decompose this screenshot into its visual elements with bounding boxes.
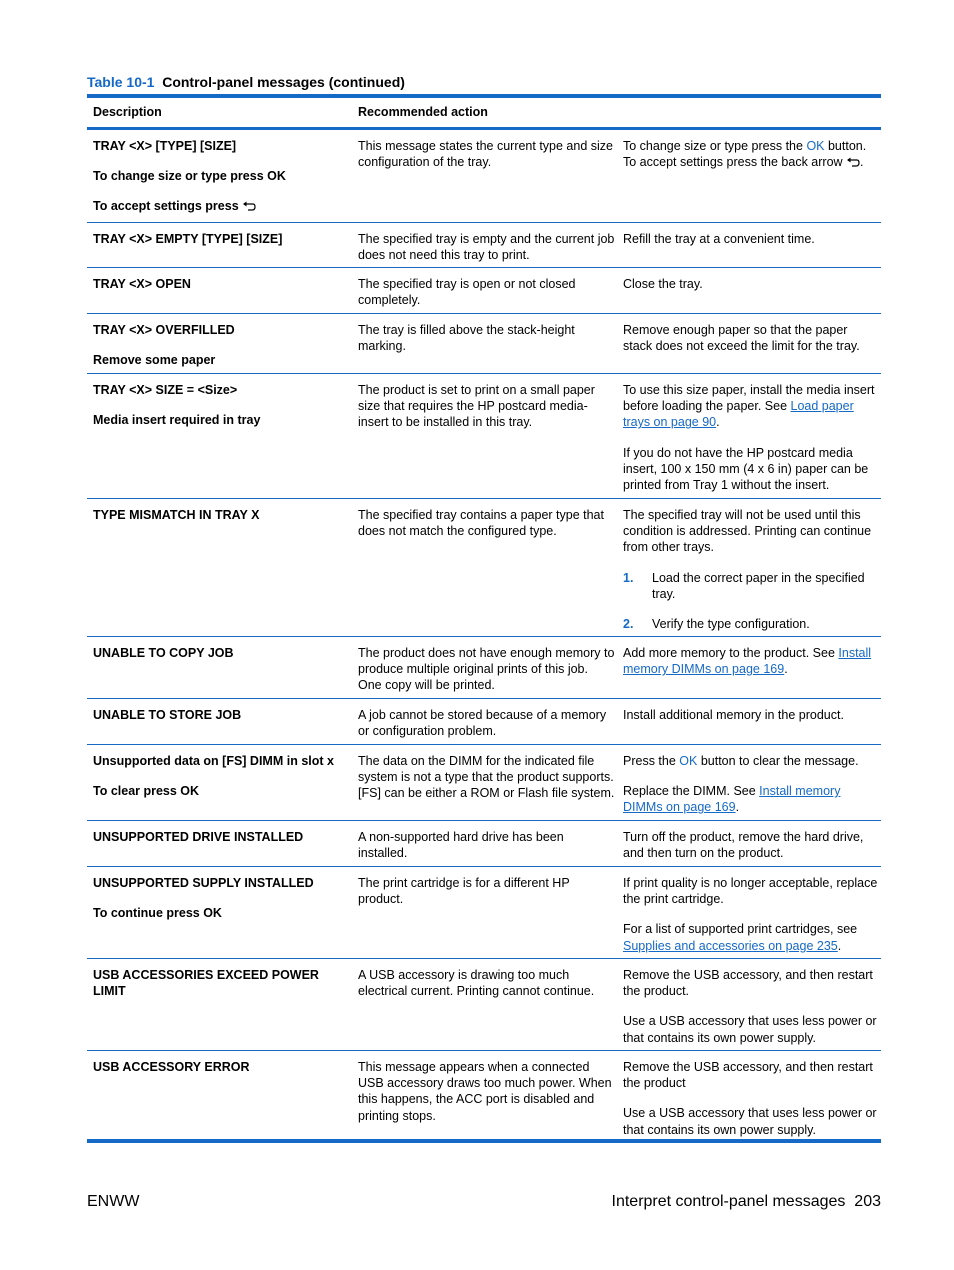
footer-section-title: Interpret control-panel messages (611, 1193, 846, 1210)
description-cell: USB ACCESSORY ERROR (93, 1060, 250, 1074)
meaning-cell: The specified tray is open or not closed completely. (358, 277, 576, 308)
table-top-rule (87, 94, 881, 98)
action-text: To use this size paper, install the media insert before loading the paper. See Load paper trays on page 90. (623, 383, 875, 430)
action-cell: Install additional memory in the product. (623, 708, 844, 722)
description-cell: TYPE MISMATCH IN TRAY X (93, 508, 260, 522)
link-supplies-and-accessories[interactable]: Supplies and accessories on page 235 (623, 938, 838, 953)
list-number: 2. (623, 617, 634, 632)
message-text: TRAY <X> OVERFILLED (93, 323, 235, 337)
table-row (87, 130, 881, 223)
action-cell (623, 753, 879, 816)
description-cell (93, 382, 349, 428)
meaning-cell: The specified tray is empty and the current job does not need this tray to print. (358, 232, 615, 263)
action-text: To change size or type press the OK button. To accept settings press the back arrow . (623, 139, 867, 170)
meaning-text: This message states the current type and size configuration of the tray. (358, 139, 613, 170)
list-item: 1. Load the correct paper in the specified tray. (623, 570, 865, 601)
table-caption-title: Control-panel messages (continued) (162, 74, 405, 90)
meaning-cell: This message appears when a connected USB accessory draws too much power. When this happens, the ACC port is disabled and printing stops. (358, 1060, 612, 1123)
meaning-cell: A USB accessory is drawing too much electrical current. Printing cannot continue. (358, 968, 595, 999)
action-cell (623, 875, 879, 954)
table-caption-number: Table 10-1 (87, 74, 155, 90)
message-text: To change size or type press OK (93, 169, 286, 184)
message-text: TRAY <X> SIZE = <Size> (93, 383, 238, 397)
ok-button-ref: OK (806, 139, 825, 153)
message-text: To accept settings press (93, 198, 349, 214)
table-row (87, 699, 881, 745)
link-install-memory-dimms[interactable]: Install memory DIMMs on page 169 (623, 784, 841, 815)
meaning-cell: A non-supported hard drive has been installed. (358, 830, 564, 861)
table-row (87, 499, 881, 637)
table-bottom-rule (87, 1139, 881, 1143)
meaning-cell (358, 138, 615, 170)
list-item: 2. Verify the type configuration. (623, 617, 810, 632)
action-text: Use a USB accessory that uses less power or that contains its own power supply. (623, 1014, 877, 1045)
page-number: 203 (854, 1193, 881, 1210)
action-text: Press the OK button to clear the message. (623, 754, 859, 768)
message-text: Remove some paper (93, 353, 216, 368)
footer-right (612, 1193, 882, 1211)
description-cell (93, 875, 349, 921)
action-cell (623, 382, 879, 493)
description-cell (93, 138, 349, 215)
description-cell: UNABLE TO STORE JOB (93, 708, 242, 722)
table-row (87, 1051, 881, 1139)
table-caption (87, 74, 405, 90)
message-text: Unsupported data on [FS] DIMM in slot x (93, 754, 334, 768)
action-cell (623, 138, 879, 170)
table-row (87, 268, 881, 314)
table-row (87, 745, 881, 821)
footer-left: ENWW (87, 1193, 140, 1210)
meaning-cell: The print cartridge is for a different HP product. (358, 876, 570, 907)
meaning-cell: The tray is filled above the stack-height marking. (358, 323, 575, 354)
action-cell (623, 1059, 879, 1138)
meaning-cell: The product is set to print on a small paper size that requires the HP postcard media-insert to be installed in this tray. (358, 383, 595, 430)
table-row (87, 637, 881, 699)
action-text: Remove the USB accessory, and then restart the product. (623, 968, 873, 999)
action-cell: Turn off the product, remove the hard drive, and then turn on the product. (623, 830, 864, 861)
message-text: To continue press OK (93, 906, 222, 921)
back-arrow-icon (846, 157, 860, 167)
action-cell: Close the tray. (623, 277, 703, 291)
back-arrow-icon (242, 201, 256, 211)
description-cell: TRAY <X> OPEN (93, 277, 191, 291)
message-text: TRAY <X> [TYPE] [SIZE] (93, 139, 237, 153)
action-cell: Add more memory to the product. See Install memory DIMMs on page 169. (623, 646, 872, 677)
list-number: 1. (623, 570, 634, 585)
header-recommended-action: Recommended action (358, 105, 488, 119)
description-cell: UNSUPPORTED DRIVE INSTALLED (93, 830, 304, 844)
table-row (87, 314, 881, 374)
description-cell: UNABLE TO COPY JOB (93, 646, 234, 660)
message-text: To clear press OK (93, 784, 200, 799)
action-cell: Refill the tray at a convenient time. (623, 232, 815, 246)
meaning-cell: A job cannot be stored because of a memory or configuration problem. (358, 708, 607, 739)
action-cell: Remove enough paper so that the paper stack does not exceed the limit for the tray. (623, 323, 860, 354)
description-cell: USB ACCESSORIES EXCEED POWER LIMIT (93, 968, 319, 999)
table-row (87, 867, 881, 959)
link-install-memory-dimms[interactable]: Install memory DIMMs on page 169 (623, 646, 872, 677)
table-row (87, 223, 881, 268)
table-row (87, 374, 881, 499)
meaning-cell: The product does not have enough memory to produce multiple original prints of this job. One copy will be printed. (358, 646, 615, 693)
action-cell (623, 507, 879, 632)
action-cell (623, 967, 879, 1046)
description-cell (93, 322, 349, 368)
action-text: Replace the DIMM. See Install memory DIMMs on page 169. (623, 784, 841, 815)
meaning-cell: The specified tray contains a paper type that does not match the configured type. (358, 508, 604, 539)
action-text: If print quality is no longer acceptable, replace the print cartridge. (623, 876, 878, 907)
table-row (87, 821, 881, 867)
action-text: For a list of supported print cartridges, see Supplies and accessories on page 235. (623, 922, 858, 953)
description-cell: TRAY <X> EMPTY [TYPE] [SIZE] (93, 232, 283, 246)
action-text: If you do not have the HP postcard media insert, 100 x 150 mm (4 x 6 in) paper can be printed from Tray 1 without the insert. (623, 445, 869, 493)
message-text: Media insert required in tray (93, 413, 261, 428)
message-text: UNSUPPORTED SUPPLY INSTALLED (93, 876, 314, 890)
description-cell (93, 753, 349, 799)
action-text: Use a USB accessory that uses less power or that contains its own power supply. (623, 1106, 877, 1137)
action-text: The specified tray will not be used until this condition is addressed. Printing can continue from other trays. (623, 508, 872, 555)
ok-button-ref: OK (679, 754, 698, 768)
meaning-cell: The data on the DIMM for the indicated file system is not a type that the product supports. [FS] can be either a ROM or Flash file system. (358, 754, 615, 801)
table-row (87, 959, 881, 1051)
action-text: Remove the USB accessory, and then restart the product (623, 1060, 873, 1091)
link-load-paper-trays[interactable]: Load paper trays on page 90 (623, 399, 854, 430)
header-description: Description (93, 105, 162, 119)
